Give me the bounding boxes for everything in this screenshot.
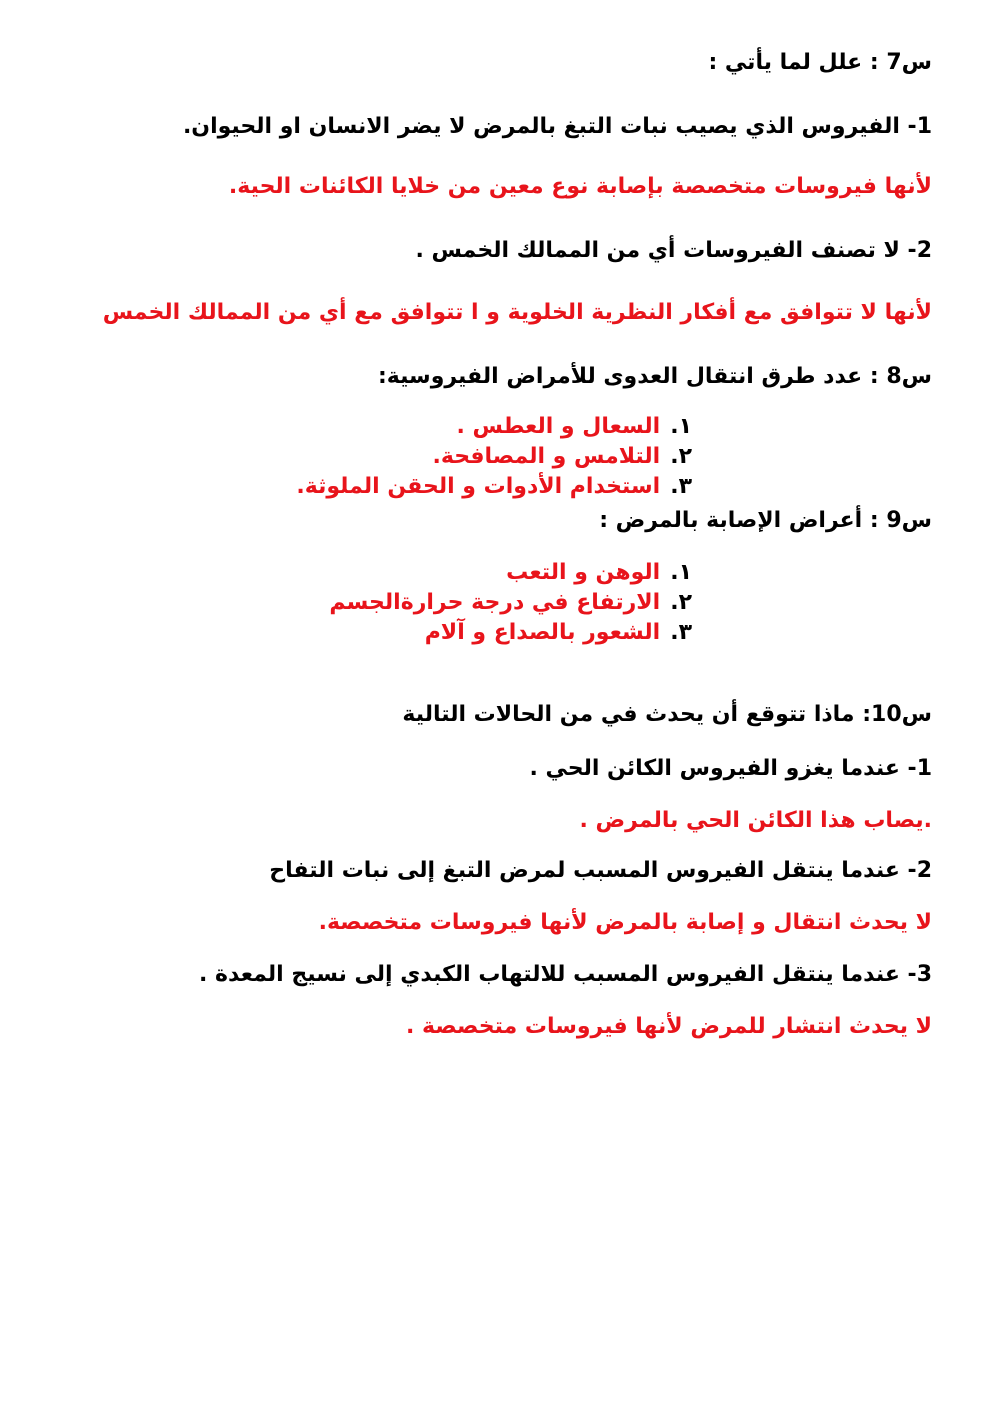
- q9-list-item-3: [425, 618, 692, 648]
- list-number: ١.: [670, 414, 692, 439]
- list-number: ١.: [670, 560, 692, 585]
- q9-heading: س9 : أعراض الإصابة بالمرض :: [599, 508, 932, 533]
- q10-item2-question: 2- عندما ينتقل الفيروس المسبب لمرض التبغ إلى نبات التفاح: [269, 858, 932, 883]
- list-text: التلامس و المصافحة.: [432, 444, 661, 469]
- q7-item1-answer: لأنها فيروسات متخصصة بإصابة نوع معين من خلايا الكائنات الحية.: [228, 174, 932, 199]
- q7-item2-answer: لأنها لا تتوافق مع أفكار النظرية الخلوية و ا تتوافق مع أي من الممالك الخمس: [102, 300, 932, 325]
- list-number: ٢.: [670, 444, 692, 469]
- q9-list-item-2: [329, 588, 692, 618]
- list-text: استخدام الأدوات و الحقن الملوثة.: [296, 474, 661, 499]
- q10-item1-answer: .يصاب هذا الكائن الحي بالمرض .: [579, 808, 932, 833]
- q8-list-item-1: [456, 412, 692, 442]
- q10-item1-question: 1- عندما يغزو الفيروس الكائن الحي .: [529, 756, 932, 781]
- list-text: الوهن و التعب: [506, 560, 661, 585]
- q8-list-item-3: [296, 472, 692, 502]
- list-text: الارتفاع في درجة حرارةالجسم: [329, 590, 661, 615]
- q10-item3-question: 3- عندما ينتقل الفيروس المسبب للالتهاب الكبدي إلى نسيج المعدة .: [199, 962, 932, 987]
- q10-item3-answer: لا يحدث انتشار للمرض لأنها فيروسات متخصصة .: [406, 1014, 932, 1039]
- q7-item1-question: 1- الفيروس الذي يصيب نبات التبغ بالمرض لا يضر الانسان او الحيوان.: [182, 114, 932, 139]
- list-text: الشعور بالصداع و آلام: [424, 620, 661, 645]
- list-number: ٣.: [670, 474, 692, 499]
- q8-list-item-2: [433, 442, 692, 472]
- q10-item2-answer: لا يحدث انتقال و إصابة بالمرض لأنها فيروسات متخصصة.: [318, 910, 932, 935]
- list-number: ٣.: [670, 620, 692, 645]
- q9-list-item-1: [506, 558, 692, 588]
- list-number: ٢.: [670, 590, 692, 615]
- q10-heading: س10: ماذا تتوقع أن يحدث في من الحالات التالية: [402, 702, 932, 727]
- q7-heading: س7 : علل لما يأتي :: [708, 50, 932, 75]
- q8-heading: س8 : عدد طرق انتقال العدوى للأمراض الفيروسية:: [377, 364, 932, 389]
- list-text: السعال و العطس .: [456, 414, 661, 439]
- q7-item2-question: 2- لا تصنف الفيروسات أي من الممالك الخمس .: [415, 238, 932, 263]
